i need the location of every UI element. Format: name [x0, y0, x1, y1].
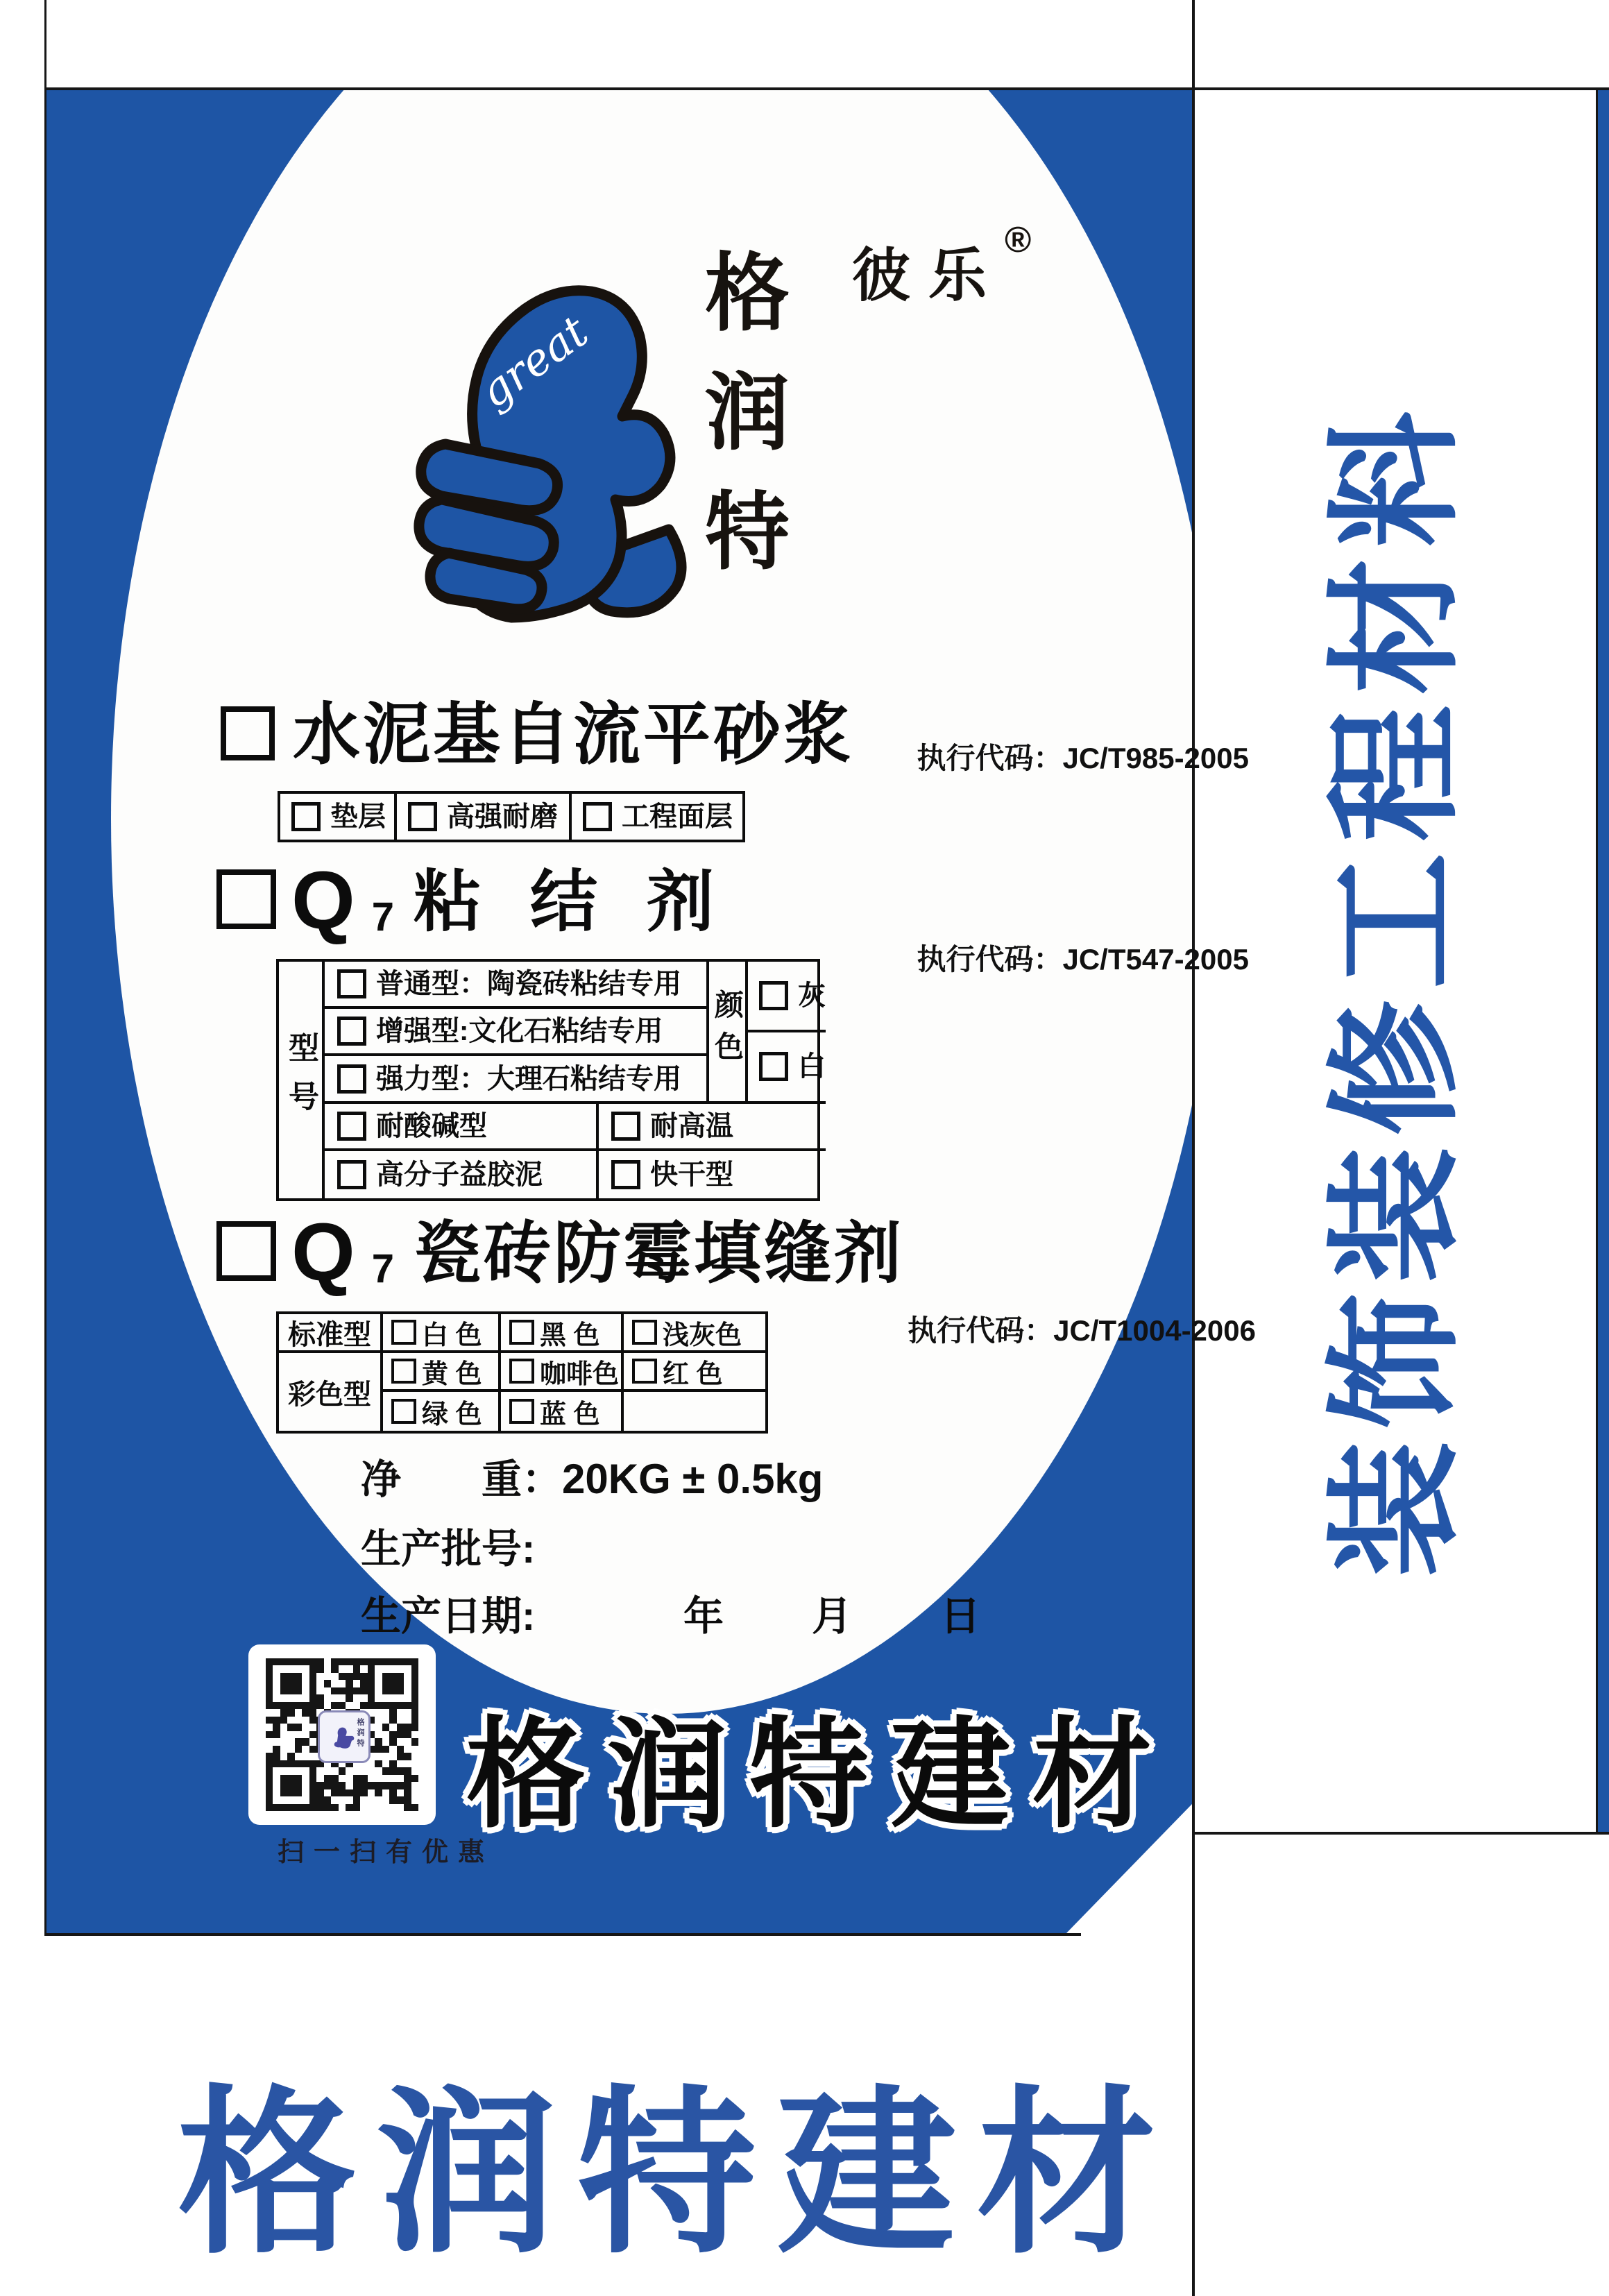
- brand-character-column: [702, 243, 792, 581]
- type-header-cell: [279, 962, 325, 1198]
- product-3-color-table: [276, 1311, 768, 1434]
- type-cell: [325, 1009, 706, 1056]
- type-label: 高分子益胶泥: [376, 1159, 543, 1190]
- type-cell: [599, 1104, 826, 1148]
- product-2-title-row: [216, 855, 729, 946]
- product-2-type-table: [276, 959, 826, 1201]
- thumbs-up-logo: [383, 232, 709, 631]
- product-3-title: 瓷砖防霉填缝剂: [414, 1216, 905, 1292]
- color-option-label: 白: [798, 1051, 826, 1082]
- qr-panel: [248, 1644, 436, 1825]
- checkbox-icon: [337, 1017, 366, 1046]
- product-2-title: 粘 结 剂: [414, 864, 729, 940]
- product-3-title-sub: 7: [371, 1246, 395, 1292]
- color-cell: [624, 1314, 765, 1350]
- registered-mark-icon: ®: [1005, 220, 1032, 260]
- type-label: 快干型: [650, 1159, 733, 1190]
- type-label: 耐高温: [650, 1110, 733, 1141]
- type-label: 增强型:文化石粘结专用: [376, 1016, 663, 1047]
- option-label: 高强耐磨: [447, 801, 558, 832]
- type-label: 普通型：陶瓷砖粘结专用: [376, 969, 681, 1000]
- brand-char-1: 格: [705, 243, 790, 343]
- product-3-code: 执行代码：JC/T1004-2006: [908, 1314, 1256, 1347]
- main-panel-bottom-line: [44, 1933, 1081, 1936]
- color-label: 红 色: [663, 1359, 723, 1389]
- color-label: 咖啡色: [540, 1359, 620, 1389]
- checkbox-icon: [759, 1052, 788, 1081]
- trademark-row: [852, 220, 1032, 313]
- product-1-title-row: [221, 699, 853, 770]
- checkbox-icon: [759, 981, 788, 1010]
- color-option-cell: [748, 962, 826, 1032]
- product-3-title-row: [216, 1207, 905, 1298]
- checkbox-icon: [291, 802, 321, 831]
- option-cell: [397, 794, 572, 840]
- color-label: 黄 色: [422, 1359, 482, 1389]
- date-label: 生产日期:: [361, 1594, 536, 1639]
- checkbox-icon: [337, 1160, 366, 1189]
- checkbox-icon: [337, 1064, 366, 1094]
- checkbox-icon: [509, 1359, 534, 1384]
- color-cell-empty: [624, 1392, 765, 1431]
- type-label: 耐酸碱型: [376, 1110, 487, 1141]
- right-edge-blue-strip: [1598, 90, 1609, 1832]
- type-cell: [325, 1104, 599, 1148]
- product-2-checkbox: [216, 869, 276, 929]
- color-label: 绿 色: [422, 1400, 482, 1429]
- product-1-code: 执行代码：JC/T985-2005: [917, 742, 1249, 774]
- qr-caption: 扫一扫有优惠: [278, 1836, 495, 1867]
- color-cell: [383, 1392, 501, 1431]
- type-cell: [325, 962, 706, 1009]
- color-cell: [501, 1314, 624, 1350]
- product-2-code: 执行代码：JC/T547-2005: [917, 943, 1249, 976]
- qr-center-logo: [318, 1710, 371, 1763]
- color-label: 黑 色: [540, 1320, 600, 1350]
- color-label: 蓝 色: [540, 1400, 600, 1429]
- checkbox-icon: [632, 1359, 657, 1384]
- product-2-title-sub: 7: [371, 894, 395, 940]
- color-row-header: 彩色型: [279, 1353, 383, 1431]
- product-1-title: 水泥基自流平砂浆: [293, 697, 853, 772]
- product-1-options-table: [278, 791, 745, 842]
- product-3-title-q: Q: [291, 1207, 358, 1298]
- product-1-checkbox: [221, 706, 275, 760]
- checkbox-icon: [509, 1320, 534, 1345]
- type-cell: [599, 1151, 826, 1198]
- qr-center-text: 格润特: [356, 1718, 364, 1749]
- color-option-cell: [748, 1032, 826, 1100]
- trademark-name: 彼乐: [852, 241, 1005, 309]
- net-weight-label: 净 重：: [361, 1457, 563, 1502]
- checkbox-icon: [611, 1160, 640, 1189]
- color-row-header: 标准型: [279, 1314, 383, 1350]
- brand-char-3: 特: [705, 482, 790, 581]
- option-label: 工程面层: [622, 801, 733, 832]
- net-weight-row: [361, 1447, 823, 1505]
- logo-great-text: great: [470, 306, 598, 418]
- checkbox-icon: [408, 802, 437, 831]
- option-label: 垫层: [330, 801, 386, 832]
- product-3-checkbox: [216, 1221, 276, 1281]
- color-header-cell: [709, 962, 748, 1101]
- color-cell: [624, 1353, 765, 1389]
- product-2-title-q: Q: [291, 855, 358, 946]
- color-cell: [501, 1353, 624, 1389]
- type-label: 强力型：大理石粘结专用: [376, 1063, 681, 1094]
- color-label: 白 色: [422, 1320, 482, 1350]
- color-cell: [383, 1314, 501, 1350]
- outlined-brand-text: 格润特建材: [466, 1703, 1174, 1844]
- color-label: 浅灰色: [663, 1320, 742, 1350]
- checkbox-icon: [509, 1399, 534, 1424]
- color-header-label: 颜色: [711, 989, 744, 1073]
- checkbox-icon: [337, 1112, 366, 1141]
- type-cell: [325, 1151, 599, 1198]
- date-unit-year: 年: [683, 1594, 724, 1639]
- color-cell: [501, 1392, 624, 1431]
- date-unit-month: 月: [812, 1594, 853, 1639]
- option-cell: [280, 794, 397, 840]
- center-fold-line: [1192, 0, 1195, 2296]
- side-vertical-text: 装饰装修工程材料: [1320, 400, 1472, 1578]
- checkbox-icon: [391, 1399, 416, 1424]
- checkbox-icon: [337, 969, 366, 998]
- bottom-brand-text: 格润特建材: [178, 2068, 1177, 2278]
- checkbox-icon: [611, 1112, 640, 1141]
- side-panel-bottom-line: [1195, 1832, 1609, 1835]
- checkbox-icon: [632, 1320, 657, 1345]
- batch-label: 生产批号:: [361, 1527, 536, 1572]
- color-option-label: 灰: [798, 980, 826, 1012]
- option-cell: [572, 794, 742, 840]
- type-header-label: 型号: [284, 1031, 318, 1129]
- checkbox-icon: [583, 802, 612, 831]
- type-cell: [325, 1056, 706, 1100]
- brand-char-2: 润: [705, 362, 790, 462]
- checkbox-icon: [391, 1320, 416, 1345]
- checkbox-icon: [391, 1359, 416, 1384]
- date-unit-day: 日: [940, 1594, 981, 1639]
- net-weight-value: 20KG ± 0.5kg: [562, 1456, 824, 1502]
- color-cell: [383, 1353, 501, 1389]
